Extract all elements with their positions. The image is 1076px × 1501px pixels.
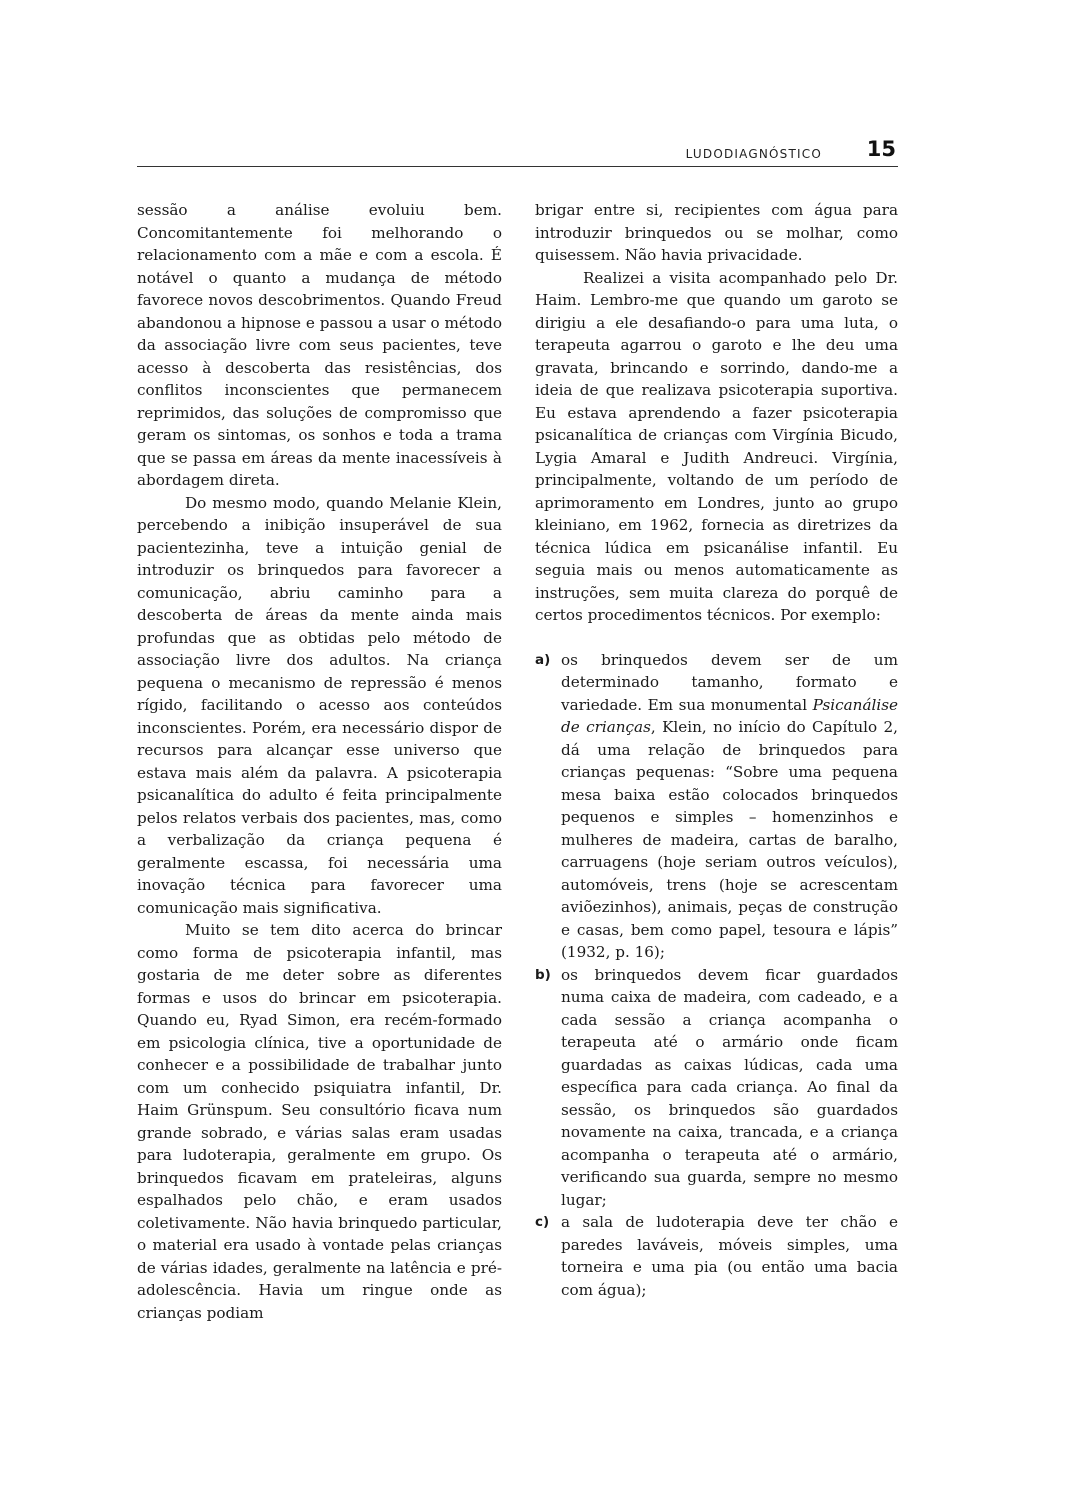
paragraph: sessão a análise evoluiu bem. Concomitantemente foi melhorando o relacionamento com a mãe e com a escola. É notável o quanto a mudança de método favorece novos descobrimentos. Quando Freud abandonou a hipnose e passou a usar o método da associação livre com seus pacientes, teve acesso à descoberta das resistências, dos conflitos inconscientes que permanecem reprimidos, das soluções de compromisso que geram os sintomas, os sonhos e toda a trama que se passa em áreas da mente inacessíveis à abordagem direta. [137,201,502,489]
page-header [137,138,898,166]
paragraph: Muito se tem dito acerca do brincar como forma de psicoterapia infantil, mas gostaria de me deter sobre as diferentes formas e usos do brincar em psicoterapia. Quando eu, Ryad Simon, era recém-formado em psicologia clínica, tive a oportunidade de conhecer e a possibilidade de trabalhar junto com um conhecido psiquiatra infantil, Dr. Haim Grünspum. Seu consultório ficava num grande sobrado, e várias salas eram usadas para ludoterapia, geralmente em grupo. Os brinquedos ficavam em prateleiras, alguns espalhados pelo chão, e eram usados coletivamente. Não havia brinquedo particular, o material era usado à vontade pelas crianças de várias idades, geralmente na latência e pré-adolescência. Havia um ringue onde as crianças podiam [137,921,502,1322]
list-item [535,964,898,1212]
list-item-text: , Klein, no início do Capítulo 2, dá uma relação de brinquedos para crianças pequenas: “Sobre uma pequena mesa baixa estão colocados brinquedos pequenos e simples – homenzinhos e mulheres de madeira, cartas de baralho, carruagens (hoje seriam outros veículos), automóveis, trens (hoje se acrescentam aviõezinhos), animais, peças de construção e casas, bem como papel, tesoura e lápis” (1932, p. 16); [561,718,898,961]
header-rule [137,166,898,167]
list-marker: a) [535,651,551,668]
list-item [535,1211,898,1301]
paragraph: brigar entre si, recipientes com água para introduzir brinquedos ou se molhar, como quisessem. Não havia privacidade. [535,201,898,264]
list-marker: b) [535,966,551,983]
running-head: LUDODIAGNÓSTICO [685,147,822,161]
list-item [535,649,898,964]
paragraph: Do mesmo modo, quando Melanie Klein, percebendo a inibição insuperável de sua pacientezinha, teve a intuição genial de introduzir os brinquedos para favorecer a comunicação, abriu caminho para a descoberta de áreas da mente ainda mais profundas que as obtidas pelo método de associação livre dos adultos. Na criança pequena o mecanismo de repressão é menos rígido, facilitando o acesso aos conteúdos inconscientes. Porém, era necessário dispor de recursos para alcançar esse universo que estava mais além da palavra. A psicoterapia psicanalítica do adulto é feita principalmente pelos relatos verbais dos pacientes, mas, como a verbalização da criança pequena é geralmente escassa, foi necessária uma inovação técnica para favorecer uma comunicação mais significativa. [137,493,502,917]
paragraph: Realizei a visita acompanhado pelo Dr. Haim. Lembro-me que quando um garoto se dirigiu a ele desafiando-o para uma luta, o terapeuta agarrou o garoto e lhe deu uma gravata, brincando e sorrindo, dando-me a ideia de que realizava psicoterapia suportiva. Eu estava aprendendo a fazer psicoterapia psicanalítica de crianças com Virgínia Bicudo, Lygia Amaral e Judith Andreuci. Virgínia, principalmente, voltando de um período de aprimoramento em Londres, junto ao grupo kleiniano, em 1962, fornecia as diretrizes da técnica lúdica em psicanálise infantil. Eu seguia mais ou menos automaticamente as instruções, sem muita clareza do porquê de certos procedimentos técnicos. Por exemplo: [535,268,898,624]
list-item-text: os brinquedos devem ser de um determinado tamanho, formato e variedade. Em sua monumental [561,650,898,714]
book-title: Psicanálise de crianças [561,695,898,736]
list-item-text: os brinquedos devem ficar guardados numa caixa de madeira, com cadeado, e a cada sessão a criança acompanha o terapeuta até o armário onde ficam guardadas as caixas lúdicas, cada uma específica para cada criança. Ao final da sessão, os brinquedos são guardados novamente na caixa, trancada, e a criança acompanha o terapeuta até o armário, verificando sua guarda, sempre no mesmo lugar; [561,965,898,1209]
left-column [137,199,502,1324]
right-column [535,199,898,1301]
page-number: 15 [866,137,896,161]
list-item-text: a sala de ludoterapia deve ter chão e paredes laváveis, móveis simples, uma torneira e uma pia (ou então uma bacia com água); [561,1213,898,1299]
procedure-list [535,649,898,1302]
list-marker: c) [535,1214,550,1230]
